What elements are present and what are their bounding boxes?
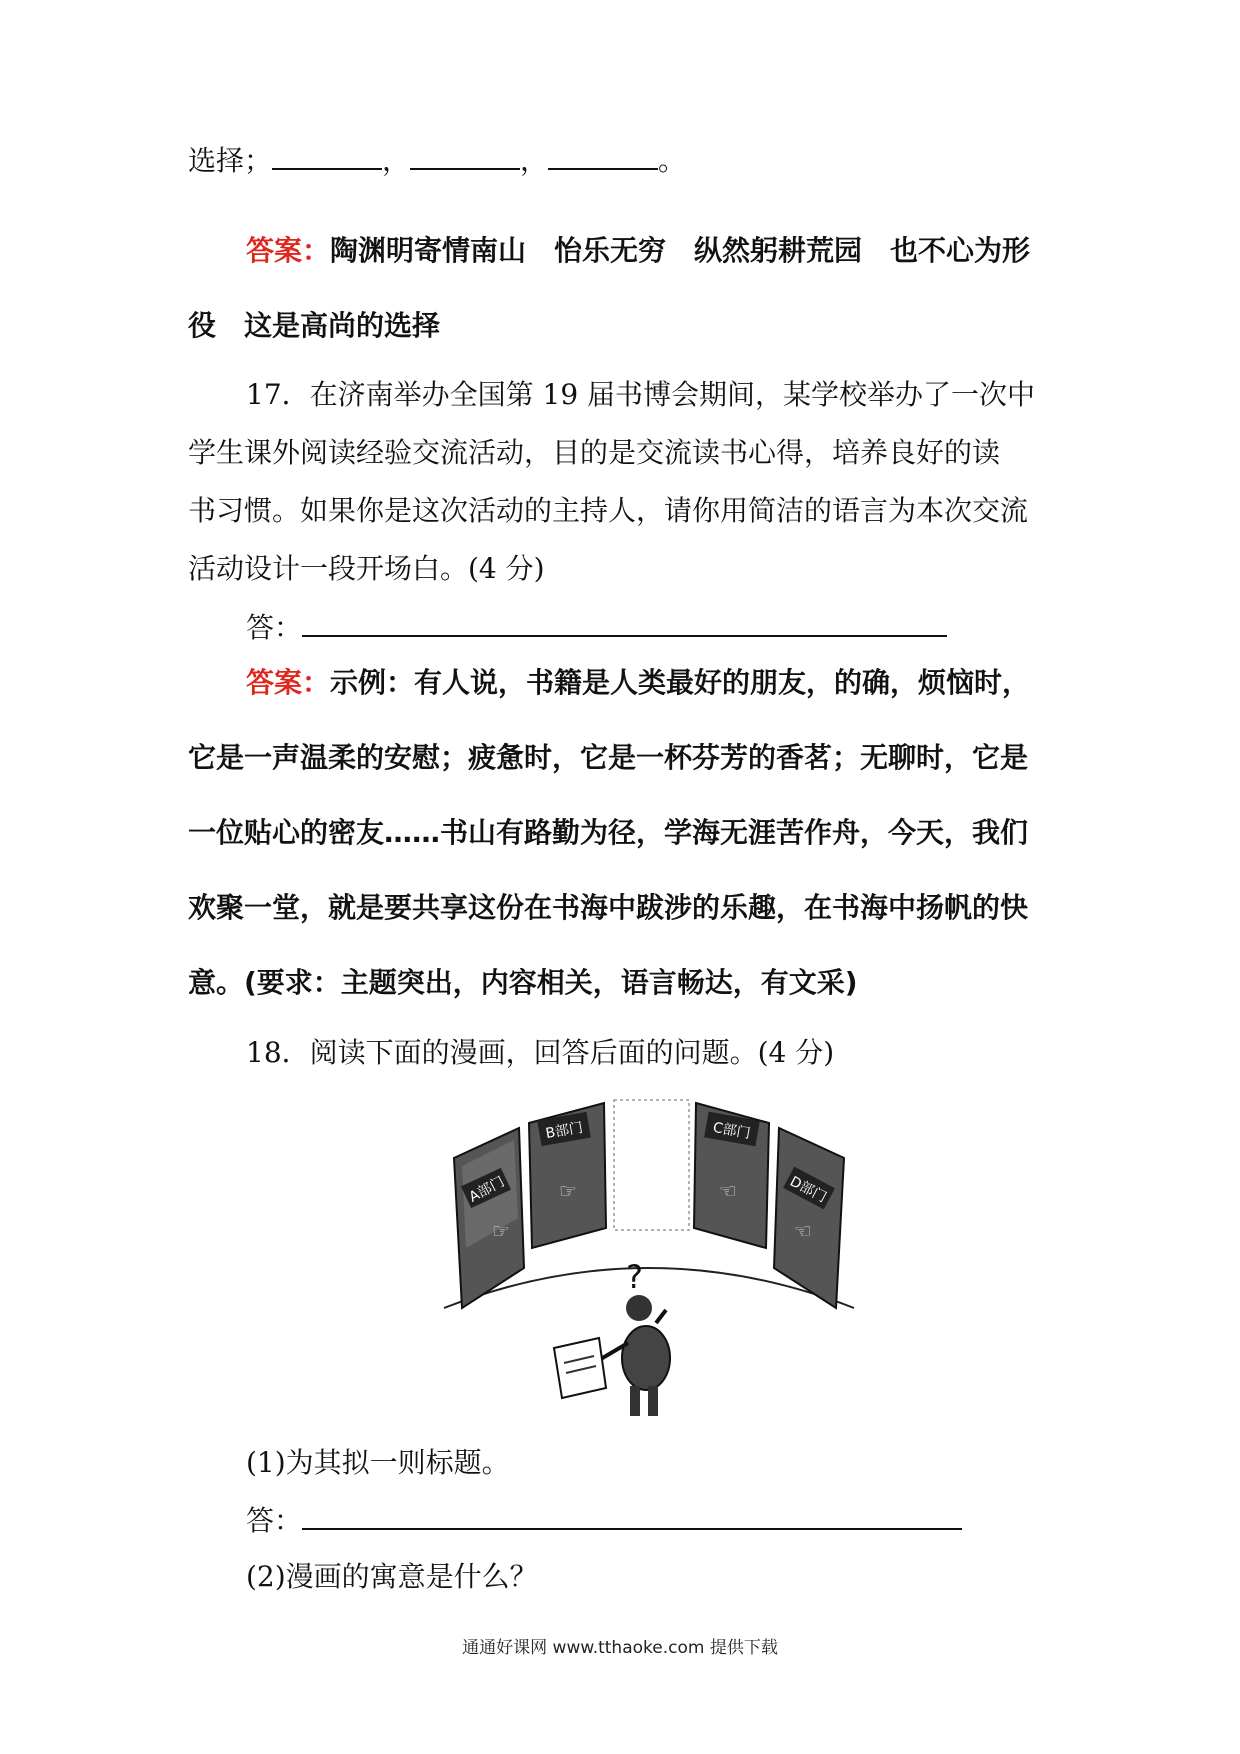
door-label: A部门 [466,1173,508,1206]
q17-answer-line: 欢聚一堂，就是要共享这份在书海中跋涉的乐趣，在书海中扬帆的快 [188,891,1029,924]
q17-question-line: 17．在济南举办全国第 19 届书博会期间，某学校举办了一次中 [246,378,1036,411]
answer-label: 答案： [246,666,331,699]
q16-answer-line [246,231,1030,271]
door-label: B部门 [544,1119,585,1143]
q16-end: 。 [658,144,687,177]
q18-answer-prompt-line [246,1500,962,1541]
question-mark-icon: ? [626,1258,643,1296]
man-figure [554,1295,670,1416]
q17-question-line: 书习惯。如果你是这次活动的主持人，请你用简洁的语言为本次交流 [188,494,1029,527]
svg-text:☞: ☞ [559,1179,577,1203]
svg-text:☜: ☜ [794,1219,812,1243]
q18-title: 18．阅读下面的漫画，回答后面的问题。(4 分) [246,1036,835,1069]
answer-blank [302,1500,962,1530]
svg-text:☜: ☜ [719,1179,737,1203]
door-c [694,1103,769,1248]
q17-answer-line: 一位贴心的密友……书山有路勤为径，学海无涯苦作舟，今天，我们 [188,816,1029,849]
svg-text:☞: ☞ [492,1219,510,1243]
q17-question-line: 学生课外阅读经验交流活动，目的是交流读书心得，培养良好的读 [188,436,1001,469]
answer-prompt: 答： [246,611,303,644]
q17-answer-line: 意。(要求：主题突出，内容相关，语言畅达，有文采) [188,966,858,999]
door-a [454,1128,524,1308]
answer-blank [410,140,520,170]
q16-comma: ， [520,144,549,177]
q17-answer-line: 它是一声温柔的安慰；疲惫时，它是一杯芬芳的香茗；无聊时，它是 [188,741,1029,774]
q17-answer-prompt-line [246,607,947,648]
page-footer: 通通好课网 www.tthaoke.com 提供下载 [462,1638,778,1658]
q17-answer-text: 示例：有人说，书籍是人类最好的朋友，的确，烦恼时， [330,666,1031,699]
door-b [529,1103,606,1248]
answer-label: 答案： [246,234,331,267]
q16-answer-line-2: 役 这是高尚的选择 [188,309,441,342]
answer-prompt: 答： [246,1504,303,1537]
answer-blank [548,140,658,170]
q17-answer-line [246,663,1030,703]
q16-answer-text: 陶渊明寄情南山 怡乐无穷 纵然躬耕荒园 也不心为形 [330,234,1031,267]
q17-question-line: 活动设计一段开场白。(4 分) [188,552,545,585]
q18-sub-question: (2)漫画的寓意是什么？ [246,1560,538,1593]
answer-blank [272,140,382,170]
door-label: D部门 [787,1173,829,1206]
q16-comma: ， [382,144,411,177]
q16-prefix: 选择； [188,144,273,177]
answer-blank [302,607,947,637]
q18-sub-question: (1)为其拟一则标题。 [246,1446,510,1479]
cartoon-image [434,1098,864,1428]
door-label: C部门 [711,1119,752,1143]
q16-blank-line [188,140,686,181]
door-d [774,1128,844,1308]
